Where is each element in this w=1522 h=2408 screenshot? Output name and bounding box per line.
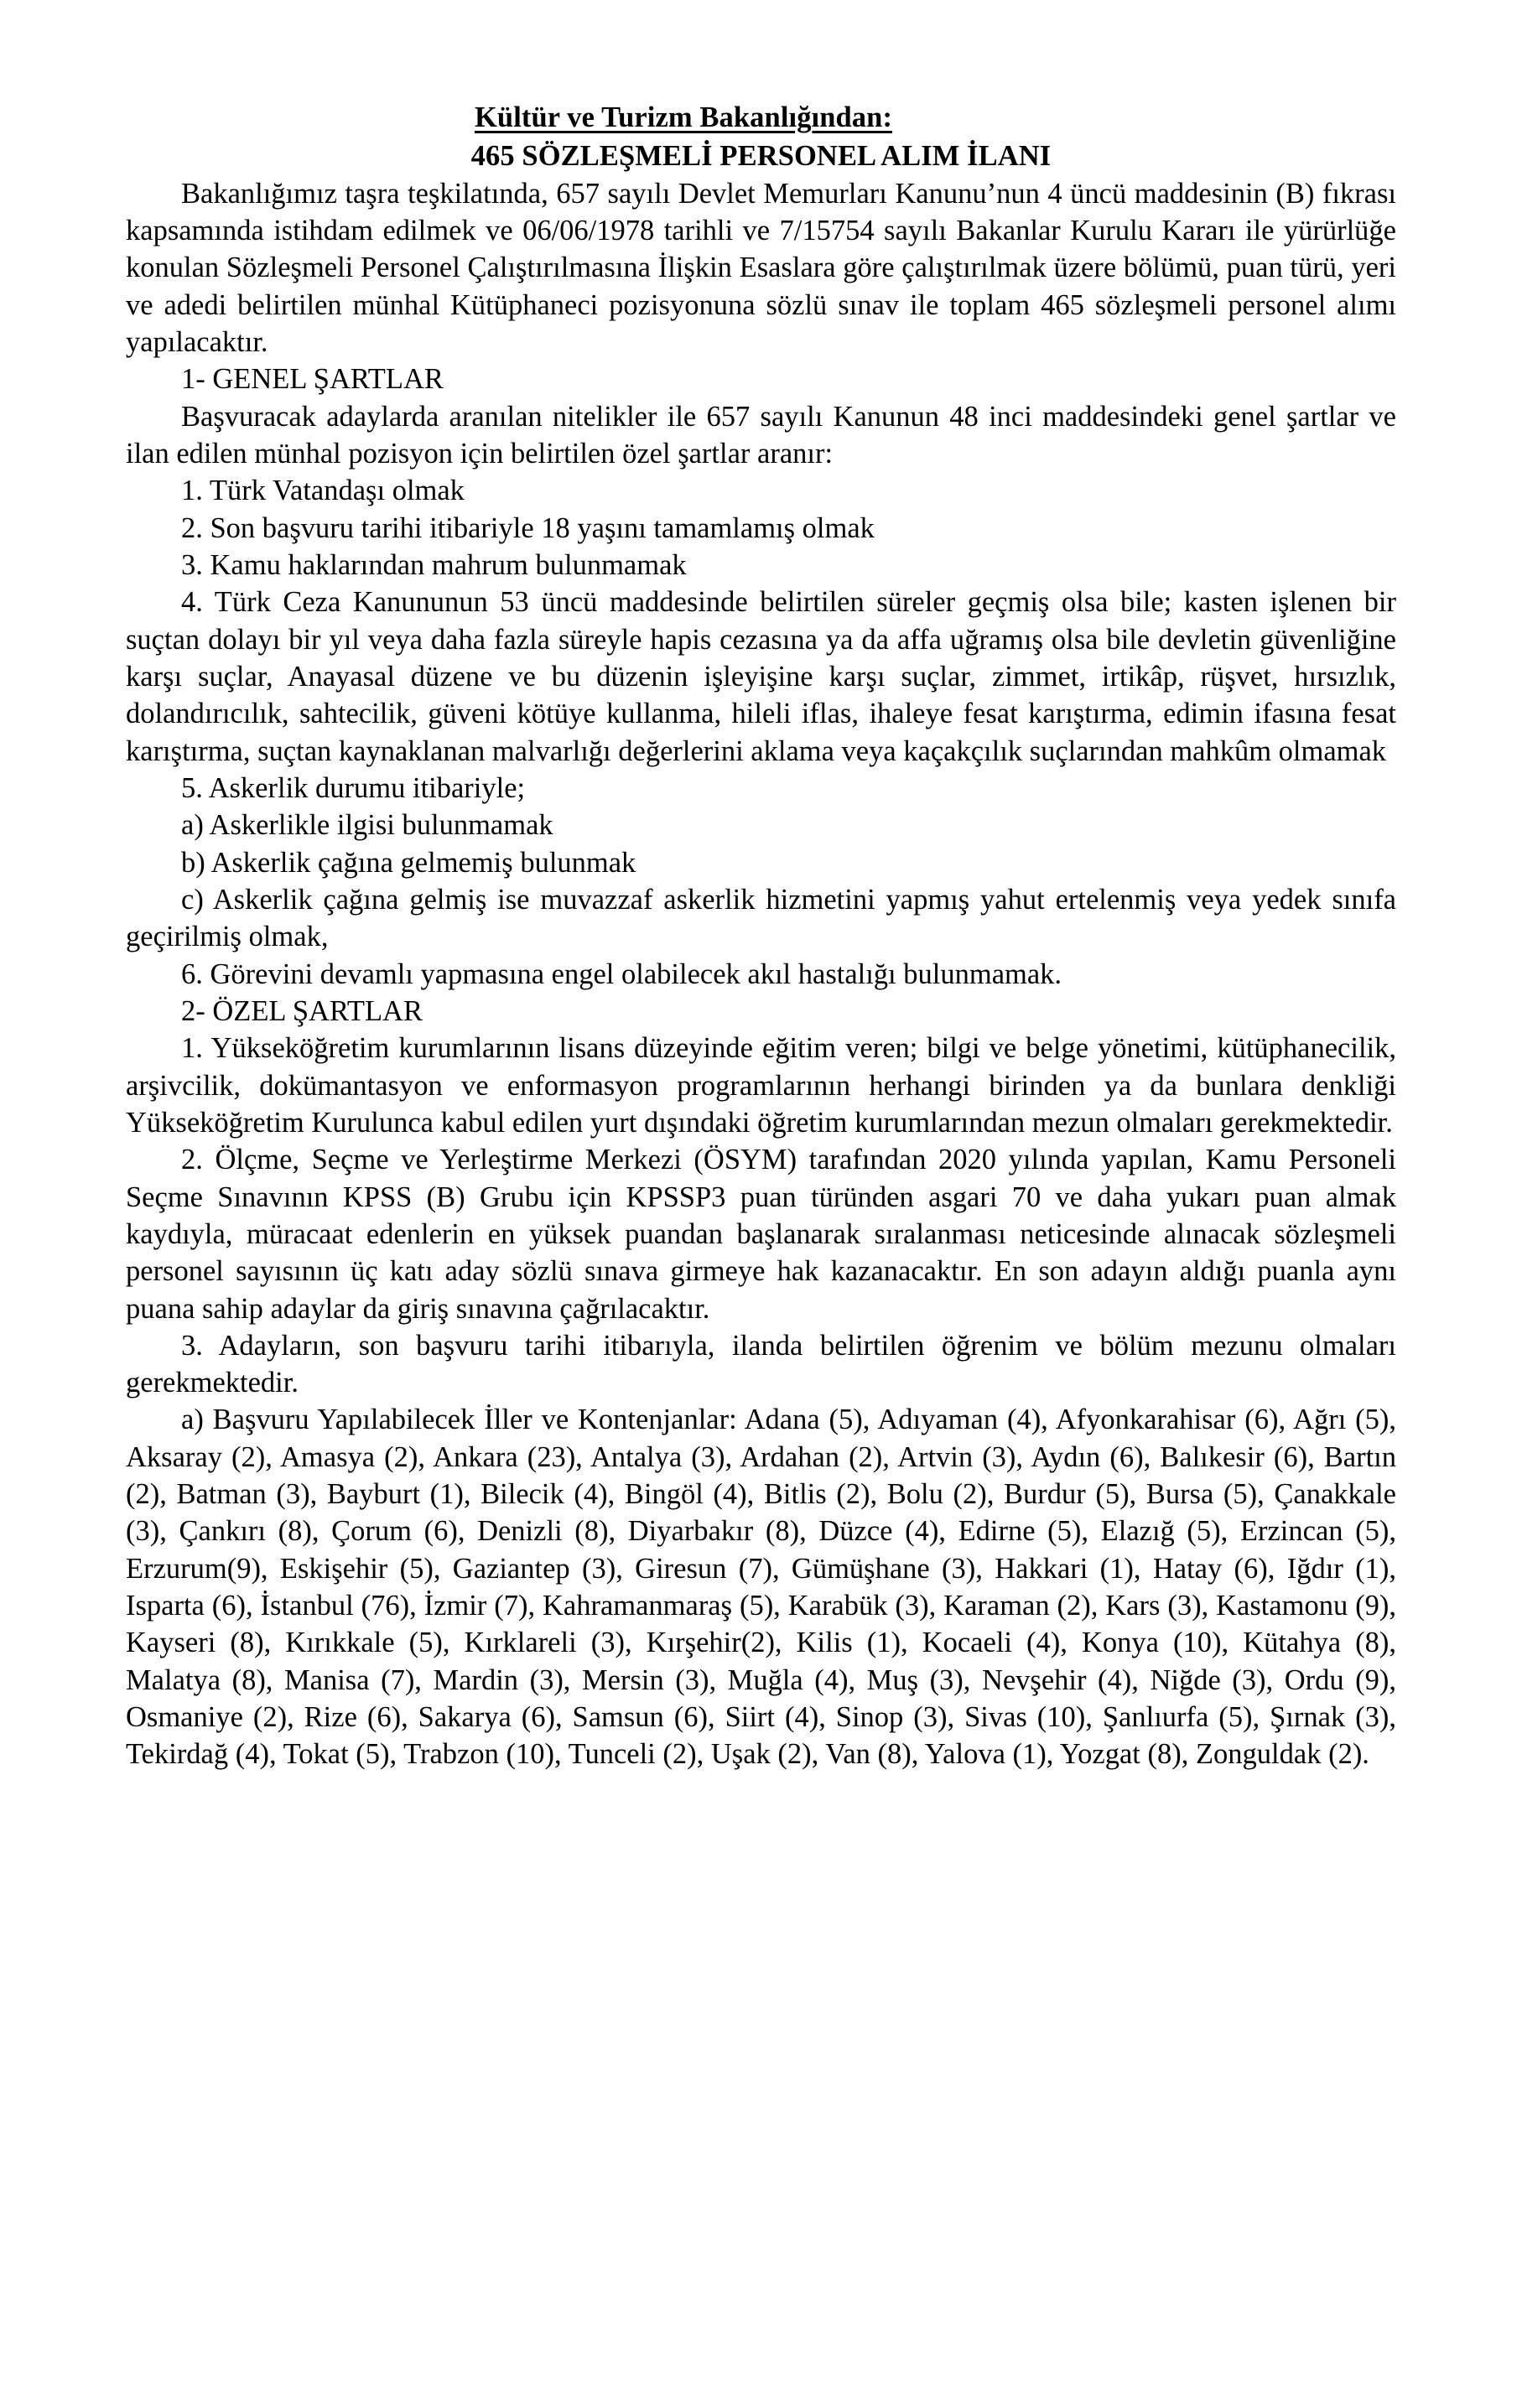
list-item: c) Askerlik çağına gelmiş ise muvazzaf askerlik hizmetini yapmış yahut ertelenmiş veya yedek sınıfa geçirilmiş olmak, <box>126 883 1396 953</box>
list-item: 2. Son başvuru tarihi itibariyle 18 yaşını tamamlamış olmak <box>181 511 875 544</box>
list-item: 5. Askerlik durumu itibariyle; <box>181 771 526 804</box>
province-quota-list: a) Başvuru Yapılabilecek İller ve Kontenjanlar: Adana (5), Adıyaman (4), Afyonkarahisar (6), Ağrı (5), Aksaray (2), Amasya (2), Ankara (23), Antalya (3), Ardahan (2), Artvin (3), Aydın (6), Balıkesir (6), Bartın (2), Batman (3), Bayburt (1), Bilecik (4), Bingöl (4), Bitlis (2), Bolu (2), Burdur (5), Bursa (5), Çanakkale (3), Çankırı (8), Çorum (6), Denizli (8), Diyarbakır (8), Düzce (4), Edirne (5), Elazığ (5), Erzincan (5), Erzurum(9), Eskişehir (5), Gaziantep (3), Giresun (7), Gümüşhane (3), Hakkari (1), Hatay (6), Iğdır (1), Isparta (6), İstanbul (76), İzmir (7), Kahramanmaraş (5), Karabük (3), Karaman (2), Kars (3), Kastamonu (9), Kayseri (8), Kırıkkale (5), Kırklareli (3), Kırşehir(2), Kilis (1), Kocaeli (4), Konya (10), Kütahya (8), Malatya (8), Manisa (7), Mardin (3), Mersin (3), Muğla (4), Muş (3), Nevşehir (4), Niğde (3), Ordu (9), Osmaniye (2), Rize (6), Sakarya (6), Samsun (6), Siirt (4), Sinop (3), Sivas (10), Şanlıurfa (5), Şırnak (3), Tekirdağ (4), Tokat (5), Trabzon (10), Tunceli (2), Uşak (2), Van (8), Yalova (1), Yozgat (8), Zonguldak (2). <box>126 1404 1396 1771</box>
page-title: 465 SÖZLEŞMELİ PERSONEL ALIM İLANI <box>470 140 1052 173</box>
list-item: 2. Ölçme, Seçme ve Yerleştirme Merkezi (ÖSYM) tarafından 2020 yılında yapılan, Kamu Personeli Seçme Sınavının KPSS (B) Grubu için KPSSP3 puan türünden asgari 70 ve daha yukarı puan almak kaydıyla, müracaat edenlerin en yüksek puandan başlanarak sıralanması neticesinde alınacak sözleşmeli personel sayısının üç katı aday sözlü sınava girmeye hak kazanacaktır. En son adayın aldığı puanla aynı puana sahip adaylar da giriş sınavına çağrılacaktır. <box>126 1144 1396 1325</box>
list-item: a) Askerlikle ilgisi bulunmamak <box>181 809 553 842</box>
section-heading-ozel-sartlar: 2- ÖZEL ŞARTLAR <box>181 994 423 1027</box>
section-heading-genel-sartlar: 1- GENEL ŞARTLAR <box>181 363 444 396</box>
list-item: 1. Yükseköğretim kurumlarının lisans düzeyinde eğitim veren; bilgi ve belge yönetimi, kütüphanecilik, arşivcilik, dokümantasyon ve enformasyon programlarının herhangi birinden ya da bunlara denkliği Yükseköğretim Kurulunca kabul edilen yurt dışındaki öğretim kurumlarından mezun olmaları gerekmektedir. <box>126 1032 1396 1139</box>
list-item: b) Askerlik çağına gelmemiş bulunmak <box>181 846 636 879</box>
list-item: 1. Türk Vatandaşı olmak <box>181 475 465 507</box>
issuing-organization-text: Kültür ve Turizm Bakanlığından: <box>474 101 893 133</box>
list-item: 4. Türk Ceza Kanununun 53 üncü maddesinde belirtilen süreler geçmiş olsa bile; kasten işlenen bir suçtan dolayı bir yıl veya daha fazla süreyle hapis cezasına ya da affa uğramış olsa bile devletin güvenliğine karşı suçlar, Anayasal düzene ve bu düzenin işleyişine karşı suçlar, zimmet, irtikâp, rüşvet, hırsızlık, dolandırıcılık, sahtecilik, güveni kötüye kullanma, hileli iflas, ihaleye fesat karıştırma, edimin ifasına fesat karıştırma, suçtan kaynaklanan malvarlığı değerlerini aklama veya kaçakçılık suçlarından mahkûm olmamak <box>126 586 1396 767</box>
list-item: 3. Adayların, son başvuru tarihi itibarıyla, ilanda belirtilen öğrenim ve bölüm mezunu olmaları gerekmektedir. <box>126 1329 1396 1399</box>
list-item: 3. Kamu haklarından mahrum bulunmamak <box>181 548 687 581</box>
genel-sartlar-lead: Başvuracak adaylarda aranılan nitelikler ile 657 sayılı Kanunun 48 inci maddesindeki genel şartlar ve ilan edilen münhal pozisyon için belirtilen özel şartlar aranır: <box>126 400 1396 470</box>
intro-paragraph: Bakanlığımız taşra teşkilatında, 657 sayılı Devlet Memurları Kanunu’nun 4 üncü maddesinin (B) fıkrası kapsamında istihdam edilmek ve 06/06/1978 tarihli ve 7/15754 sayılı Bakanlar Kurulu Kararı ile yürürlüğe konulan Sözleşmeli Personel Çalıştırılmasına İlişkin Esaslara göre çalıştırılmak üzere bölümü, puan türü, yeri ve adedi belirtilen münhal Kütüphaneci pozisyonuna sözlü sınav ile toplam 465 sözleşmeli personel alımı yapılacaktır. <box>126 177 1396 358</box>
list-item: 6. Görevini devamlı yapmasına engel olabilecek akıl hastalığı bulunmamak. <box>181 957 1062 990</box>
document-body <box>126 99 1396 1773</box>
issuing-organization-heading <box>0 99 1396 136</box>
